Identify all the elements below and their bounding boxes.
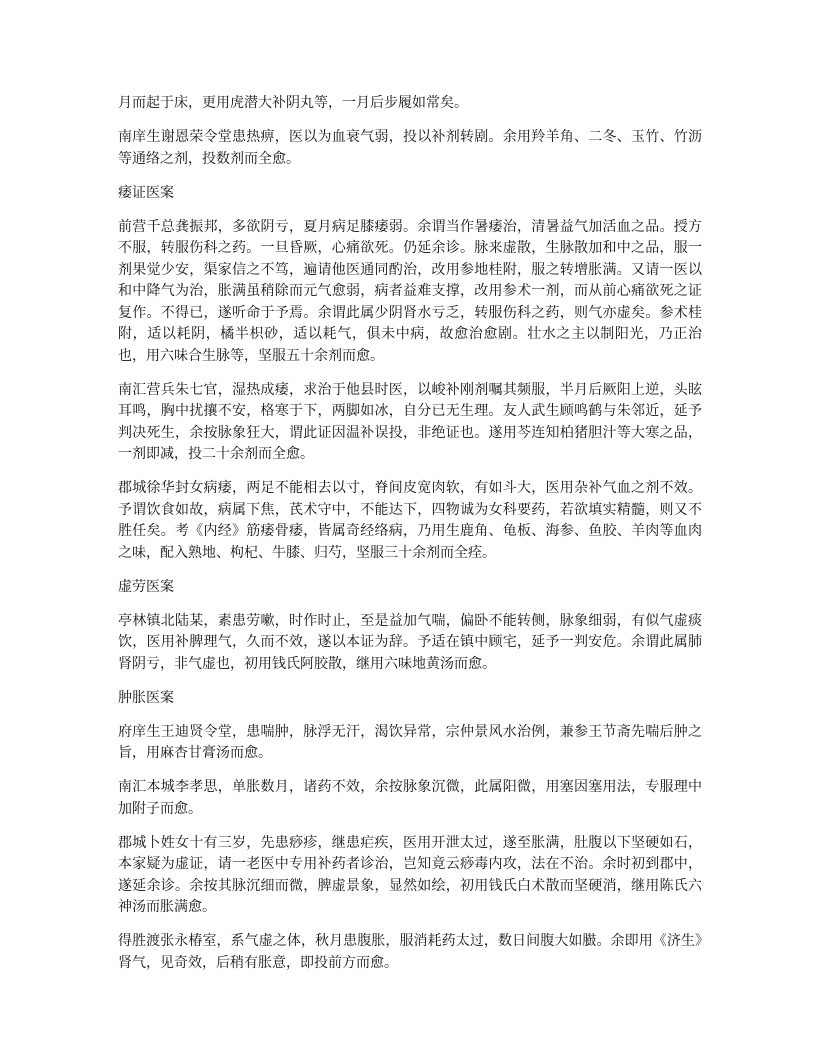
paragraph: 府庠生王迪贤令堂，患喘肿，脉浮无汗，渴饮异常，宗仲景风水治例，兼参王节斋先喘后肿之旨，用麻杏甘膏汤而愈。 <box>118 723 702 761</box>
document-page <box>118 93 702 987</box>
paragraph: 南庠生谢恩荣令堂患热痹，医以为血衰气弱，投以补剂转剧。余用羚羊角、二冬、玉竹、竹沥等通络之剂，投数剂而全愈。 <box>118 129 702 167</box>
paragraph: 郡城徐华封女病痿，两足不能相去以寸，脊间皮宽肉软，有如斗大，医用杂补气血之剂不效。予谓饮食如故，病属下焦，芪术守中，不能达下，四物诚为女科要药，若欲填实精髓，则又不胜任矣。考《内经》筋痿骨痿，皆属奇经络病，乃用生鹿角、龟板、海参、鱼胶、羊肉等血肉之味，配入熟地、枸杞、牛膝、归芍，坚服三十余剂而全痊。 <box>118 480 702 561</box>
paragraph: 前营千总龚振邦，多欲阴亏，夏月病足膝痿弱。余谓当作暑痿治，清暑益气加活血之品。授方不服，转服伤科之药。一旦昏厥，心痛欲死。仍延余诊。脉来虚散，生脉散加和中之品，服一剂果觉少安，渠家信之不笃，遍请他医通同酌治，改用参地桂附，服之转增胀满。又请一医以和中降气为治，胀满虽稍除而元气愈弱，病者益难支撑，改用参术一剂，而从前心痛欲死之证复作。不得已，遂听命于予焉。余谓此属少阴肾水亏乏，转服伤科之药，则气亦虚矣。参术桂附，适以耗阴，橘半枳砂，适以耗气，俱未中病，故愈治愈剧。壮水之主以制阳光，乃正治也，用六味合生脉等，坚服五十余剂而愈。 <box>118 218 702 364</box>
paragraph: 亭林镇北陆某，素患劳嗽，时作时止，至是益加气喘，偏卧不能转侧，脉象细弱，有似气虚痰饮，医用补脾理气，久而不效，遂以本证为辞。予适在镇中顾宅，延予一判安危。余谓此属肺肾阴亏，非气虚也，初用钱氏阿胶散，继用六味地黄汤而愈。 <box>118 612 702 672</box>
paragraph: 郡城卜姓女十有三岁，先患痧疹，继患疟疾，医用开泄太过，遂至胀满，肚腹以下坚硬如石，本家疑为虚证，请一老医中专用补药者诊治，岂知竟云痧毒内攻，法在不治。余时初到郡中，遂延余诊。余按其脉沉细而微，脾虚景象，显然如绘，初用钱氏白术散而坚硬消，继用陈氏六神汤而胀满愈。 <box>118 834 702 915</box>
paragraph: 得胜渡张永椿室，系气虚之体，秋月患腹胀，服消耗药太过，数日间腹大如臌。余即用《济生》肾气，见奇效，后稍有胀意，即投前方而愈。 <box>118 933 702 971</box>
paragraph: 南汇本城李孝思，单胀数月，诸药不效，余按脉象沉微，此属阳微，用塞因塞用法，专服理中加附子而愈。 <box>118 779 702 817</box>
section-heading: 虚劳医案 <box>118 578 174 595</box>
paragraph: 月而起于床，更用虎潜大补阴丸等，一月后步履如常矣。 <box>118 95 468 111</box>
section-heading: 痿证医案 <box>118 184 174 201</box>
paragraph: 南汇营兵朱七官，湿热成痿，求治于他县时医，以峻补刚剂嘱其频服，半月后厥阳上逆，头眩耳鸣，胸中扰攘不安，格寒于下，两脚如冰，自分已无生理。友人武生顾鸣鹤与朱邻近，延予判决死生，余按脉象狂大，谓此证因温补误投，非绝证也。遂用芩连知柏猪胆汁等大寒之品，一剂即减，投二十余剂而全愈。 <box>118 381 702 462</box>
section-heading: 肿胀医案 <box>118 689 174 706</box>
